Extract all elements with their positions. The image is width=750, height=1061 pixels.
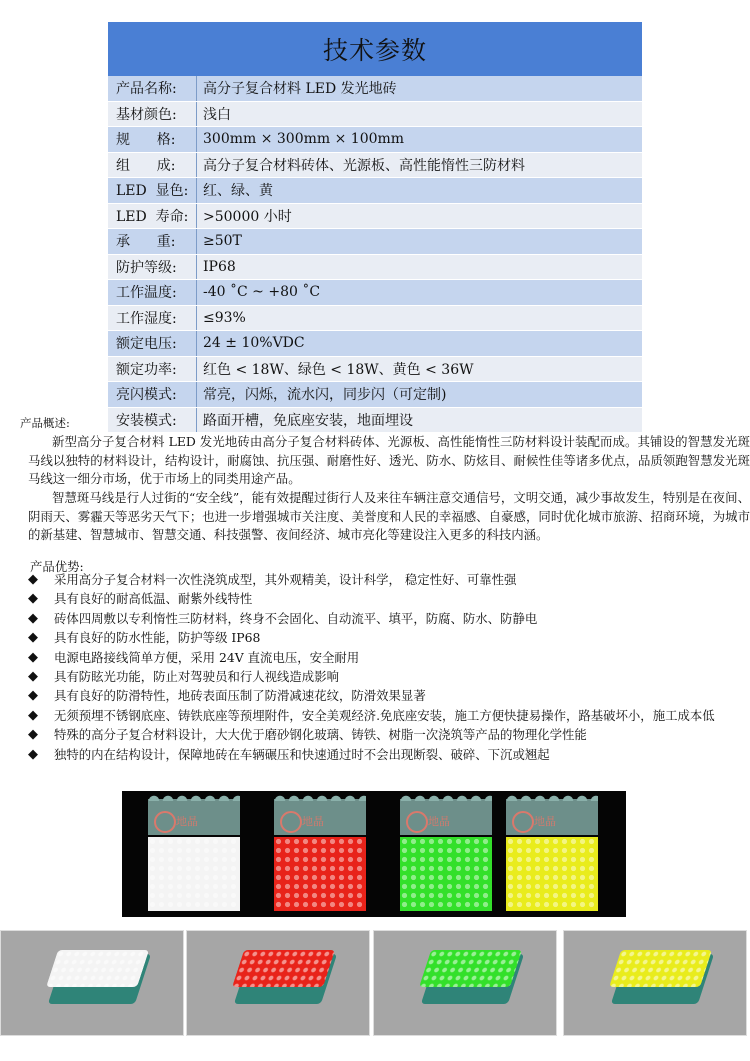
tile-photo-lid (46, 950, 149, 987)
tile-white-image (148, 799, 240, 911)
spec-row-value: IP68 (196, 255, 642, 280)
spec-row (108, 331, 642, 357)
advantage-item (28, 706, 750, 725)
tile-photo-lid (232, 950, 335, 987)
tile-photo-red (186, 930, 370, 1036)
brand-text: 地晶 (428, 815, 450, 828)
advantages-label: 产品优势: (30, 559, 84, 574)
spec-row-value: 高分子复合材料砖体、光源板、高性能惰性三防材料 (196, 153, 642, 178)
spec-row-key: LED 显色: (116, 183, 189, 200)
advantage-item (28, 589, 750, 608)
spec-row-key: 安装模式: (116, 412, 177, 429)
spec-row-value: >50000 小时 (196, 204, 642, 229)
brand-text: 地晶 (302, 815, 324, 828)
advantage-item (28, 686, 750, 705)
tile-photo-white (0, 930, 184, 1036)
diamond-bullet-icon: ◆ (28, 610, 38, 626)
overview-paragraph-1: 新型高分子复合材料 LED 发光地砖由高分子复合材料砖体、光源板、高性能惰性三防材料设计装配而成。其铺设的智慧发光斑马线以独特的材料设计，结构设计，耐腐蚀、抗压强、耐磨性好、透光、防水、防炫目、耐候性佳等诸多优点，品质领跑智慧发光斑马线这一细分市场，优于市场上的同类用途产品。 (28, 434, 750, 487)
advantages-list (28, 570, 750, 764)
tile-green-image (400, 799, 492, 911)
spec-row (108, 357, 642, 383)
spec-row (108, 382, 642, 408)
advantage-item (28, 725, 750, 744)
spec-row-value: 高分子复合材料 LED 发光地砖 (196, 76, 642, 101)
spec-table-title: 技术参数 (108, 22, 642, 76)
advantage-item (28, 570, 750, 589)
spec-row-value: ≥50T (196, 229, 642, 254)
spec-row (108, 229, 642, 255)
advantage-text: 无须预埋不锈钢底座、铸铁底座等预埋附件，安全美观经济.免底座安装，施工方便快捷易操作，路基破坏小，施工成本低 (54, 707, 715, 723)
advantage-text: 具有防眩光功能，防止对驾驶员和行人视线造成影响 (54, 669, 339, 685)
spec-row-key: 工作温度: (116, 285, 177, 302)
spec-row-value: 红、绿、黄 (196, 178, 642, 203)
spec-row-key: LED 寿命: (116, 208, 189, 225)
spec-row-key: 亮闪模式: (116, 387, 177, 404)
tile-photo-lid (609, 950, 712, 987)
tile-face (274, 837, 366, 911)
diamond-bullet-icon: ◆ (28, 630, 38, 646)
spec-table (108, 22, 642, 433)
tile-face (506, 837, 598, 911)
spec-row-key: 额定功率: (116, 361, 177, 378)
spec-row (108, 178, 642, 204)
spec-row-key: 基材颜色: (116, 106, 177, 123)
advantage-item (28, 628, 750, 647)
tile-photo-green (373, 930, 557, 1036)
diamond-bullet-icon: ◆ (28, 669, 38, 685)
diamond-bullet-icon: ◆ (28, 688, 38, 704)
spec-row (108, 280, 642, 306)
spec-row-value: ≤93% (196, 306, 642, 331)
spec-row-value: 红色 < 18W、绿色 < 18W、黄色 < 36W (196, 357, 642, 382)
spec-row (108, 102, 642, 128)
advantage-text: 特殊的高分子复合材料设计，大大优于磨砂钢化玻璃、铸铁、树脂一次浇筑等产品的物理化学性能 (54, 727, 587, 743)
advantage-text: 具有良好的耐高低温、耐紫外线特性 (54, 591, 253, 607)
diamond-bullet-icon: ◆ (28, 707, 38, 723)
tile-yellow-image (506, 799, 598, 911)
spec-row-value: 300mm × 300mm × 100mm (196, 127, 642, 152)
spec-row-key: 规 格: (116, 132, 176, 149)
diamond-bullet-icon: ◆ (28, 727, 38, 743)
spec-row-value: -40 ˚C ~ +80 ˚C (196, 280, 642, 305)
spec-row-key: 工作湿度: (116, 310, 177, 327)
overview-label: 产品概述: (20, 416, 70, 430)
brand-logo-icon (406, 811, 428, 833)
spec-row (108, 153, 642, 179)
spec-row (108, 306, 642, 332)
advantage-text: 采用高分子复合材料一次性浇筑成型，其外观精美，设计科学， 稳定性好、可靠性强 (54, 572, 517, 587)
advantage-item (28, 745, 750, 764)
advantage-item (28, 648, 750, 667)
diamond-bullet-icon: ◆ (28, 746, 38, 762)
diamond-bullet-icon: ◆ (28, 572, 38, 587)
advantage-text: 电源电路接线简单方便，采用 24V 直流电压，安全耐用 (54, 649, 360, 665)
advantage-text: 具有良好的防滑特性，地砖表面压制了防滑减速花纹，防滑效果显著 (54, 688, 426, 704)
diamond-bullet-icon: ◆ (28, 649, 38, 665)
advantage-text: 独特的内在结构设计，保障地砖在车辆碾压和快速通过时不会出现断裂、破碎、下沉或翘起 (54, 746, 550, 762)
spec-row-value: 24 ± 10%VDC (196, 331, 642, 356)
brand-logo-icon (512, 811, 534, 833)
spec-row-key: 额定电压: (116, 336, 177, 353)
advantage-item (28, 667, 750, 686)
tile-photo-lid (419, 950, 522, 987)
brand-logo-icon (154, 811, 176, 833)
spec-row-key: 防护等级: (116, 259, 177, 276)
tile-photo-yellow (563, 930, 747, 1036)
spec-row (108, 76, 642, 102)
spec-row (108, 204, 642, 230)
spec-row-value: 路面开槽，免底座安装，地面埋设 (196, 408, 642, 433)
spec-row (108, 127, 642, 153)
advantage-item (28, 609, 750, 628)
spec-row-key: 组 成: (116, 157, 176, 174)
advantage-text: 砖体四周敷以专利惰性三防材料，终身不会固化、自动流平、填平，防腐、防水、防静电 (54, 610, 538, 626)
advantage-text: 具有良好的防水性能，防护等级 IP68 (54, 630, 261, 646)
brand-logo-icon (280, 811, 302, 833)
lit-tiles-panel (122, 791, 626, 917)
spec-row-key: 产品名称: (116, 81, 177, 98)
tile-face (148, 837, 240, 911)
spec-table-rows (108, 76, 642, 433)
tile-face (400, 837, 492, 911)
diamond-bullet-icon: ◆ (28, 591, 38, 607)
spec-row (108, 255, 642, 281)
tile-red-image (274, 799, 366, 911)
spec-row-value: 浅白 (196, 102, 642, 127)
spec-row (108, 408, 642, 434)
spec-row-key: 承 重: (116, 234, 176, 251)
overview-paragraph-2: 智慧斑马线是行人过街的“安全线”，能有效提醒过街行人及来往车辆注意交通信号，文明交通，减少事故发生，特别是在夜间、阴雨天、雾霾天等恶劣天气下；也进一步增强城市关注度、美誉度和人民的幸福感、自豪感，同时优化城市旅游、招商环境，为城市的新基建、智慧城市、智慧交通、科技强警、夜间经济、城市亮化等建设注入更多的科技内涵。 (28, 490, 750, 543)
brand-text: 地晶 (176, 815, 198, 828)
brand-text: 地晶 (534, 815, 556, 828)
spec-row-value: 常亮，闪烁，流水闪，同步闪（可定制) (196, 382, 642, 407)
